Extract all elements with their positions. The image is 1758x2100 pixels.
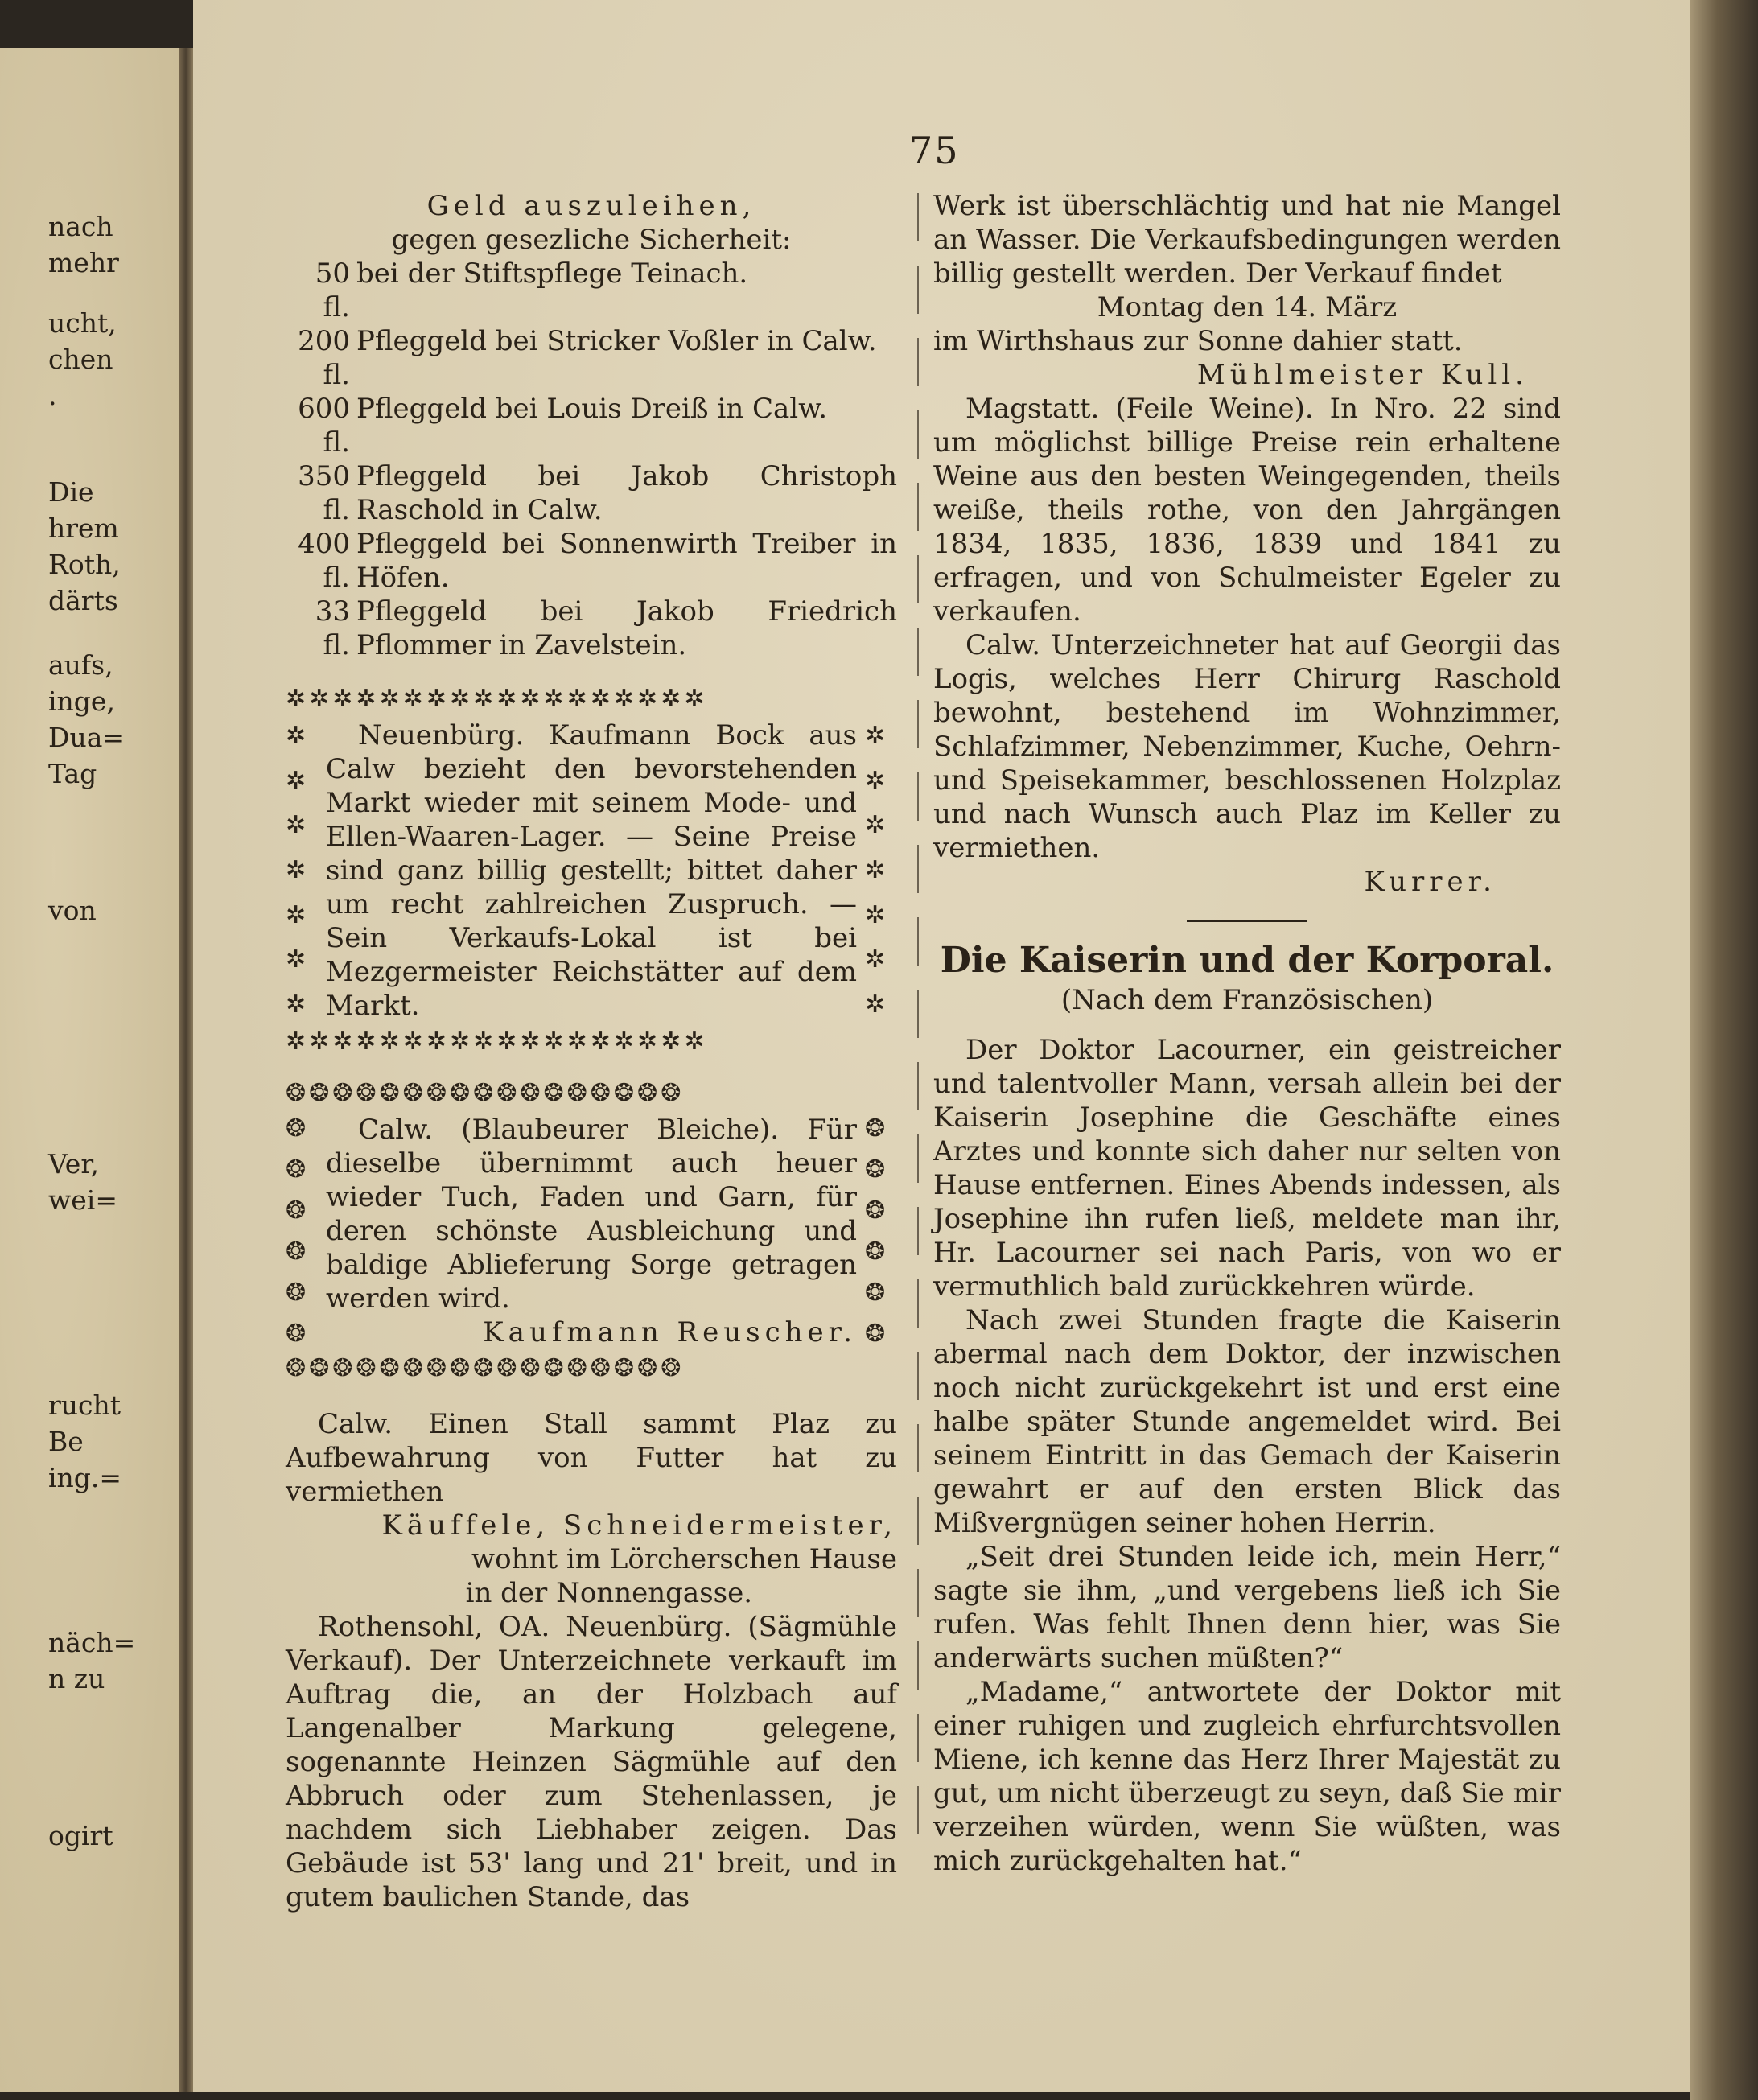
left-page-fragment: Dua= xyxy=(48,722,126,753)
loan-amount: 600 fl. xyxy=(298,393,350,459)
ad-magstatt-text: Magstatt. (Feile Weine). In Nro. 22 sind um möglichst billige Preise rein erhaltene Weine aus den besten Weingegenden, theils weiße, theils rothe, von den Jahrgängen 1834, 1835, 1836, 1839 und 1841 zu erfragen, und von Schulmeister Egeler zu verkaufen. xyxy=(933,393,1561,628)
left-column xyxy=(286,189,897,1914)
loans-heading: Geld auszuleihen, xyxy=(426,190,756,222)
ad-kaeuffele-address: wohnt im Lörcherschen Hause xyxy=(471,1543,897,1575)
ad-saegmuehle-text: Rothensohl, OA. Neuenbürg. (Sägmühle Verkauf). Der Unterzeichnete verkauft im Auftrag die, an der Holzbach auf Langenalber Markung gelegene, sogenannte Heinzen Sägmühle auf den Abbruch oder zum Stehenlassen, je nachdem sich Liebhaber zeigen. Das Gebäude ist 53' lang und 21' breit, und in gutem baulichen Stande, das xyxy=(286,1611,897,1913)
left-page-fragment: hrem xyxy=(48,513,119,544)
sale-date: Montag den 14. März xyxy=(1097,291,1398,323)
sale-place: im Wirthshaus zur Sonne dahier statt. xyxy=(933,325,1463,357)
ornament-border-right xyxy=(865,714,897,1027)
ornament-border-left xyxy=(286,1108,318,1354)
rosette-ornament-icon: ❂ xyxy=(865,1114,886,1143)
left-page xyxy=(0,48,179,2092)
book-gutter xyxy=(179,48,193,2092)
loans-section xyxy=(286,189,897,662)
loan-amount: 33 fl. xyxy=(315,595,350,661)
loan-amount: 50 fl. xyxy=(315,257,350,323)
star-ornament-icon: ✲ xyxy=(865,855,886,884)
ad-saegmuehle xyxy=(286,1610,897,1914)
left-page-fragment: mehr xyxy=(48,247,119,278)
loan-text: Pfleggeld bei Stricker Voßler in Calw. xyxy=(356,325,877,357)
rosette-ornament-icon: ❂ xyxy=(865,1155,886,1184)
rosette-ornament-icon: ❂ xyxy=(286,1237,307,1266)
loan-item xyxy=(286,527,897,595)
star-ornament-icon: ✲ xyxy=(865,721,886,750)
story-article xyxy=(933,938,1561,1878)
left-page-fragment: aufs, xyxy=(48,649,113,681)
rosette-ornament-icon: ❂ xyxy=(286,1114,307,1143)
ornament-border-top: ❂❂❂❂❂❂❂❂❂❂❂❂❂❂❂❂❂ xyxy=(286,1079,685,1107)
ad-reuscher-signature: Kaufmann Reuscher. xyxy=(483,1316,857,1349)
star-ornament-icon: ✲ xyxy=(286,855,307,884)
ad-bock-text: Neuenbürg. Kaufmann Bock aus Calw bezieht den bevorstehenden Markt wieder mit seinem Mode- und Ellen-Waaren-Lager. — Seine Preise sind ganz billig gestellt; bittet daher um recht zahlreichen Zuspruch. — Sein Verkaufs-Lokal ist bei Mezgermeister Reichstätter auf dem Markt. xyxy=(326,719,857,1022)
story-paragraph: „Madame,“ antwortete der Doktor mit einer ruhigen und zugleich ehrfurchtsvollen Miene, ich kenne das Herz Ihrer Majestät zu gut, um nicht überzeugt zu seyn, daß Sie mir verzeihen würden, wenn Sie wüßten, was mich zurückgehalten hat.“ xyxy=(933,1676,1561,1877)
star-ornament-icon: ✲ xyxy=(865,766,886,795)
story-title: Die Kaiserin und der Korporal. xyxy=(940,940,1554,981)
left-page-fragment: Ver, xyxy=(48,1148,99,1180)
saegmuehle-continuation: Werk ist überschlächtig und hat nie Mangel an Wasser. Die Verkaufsbedingungen werden billig gestellt werden. Der Verkauf findet xyxy=(933,190,1561,290)
left-page-fragment: n zu xyxy=(48,1663,105,1694)
star-ornament-icon: ✲ xyxy=(865,945,886,974)
loan-amount: 200 fl. xyxy=(298,325,350,391)
ornament-border-left xyxy=(286,714,318,1027)
loan-amount: 350 fl. xyxy=(298,460,350,526)
signature-kurrer: Kurrer. xyxy=(1364,866,1497,898)
rosette-ornament-icon: ❂ xyxy=(286,1155,307,1184)
left-page-fragment: inge, xyxy=(48,686,115,717)
star-ornament-icon: ✲ xyxy=(286,945,307,974)
star-ornament-icon: ✲ xyxy=(286,811,307,840)
right-column xyxy=(933,189,1561,1878)
ornament-border-top: ✲✲✲✲✲✲✲✲✲✲✲✲✲✲✲✲✲✲ xyxy=(286,685,708,713)
page-edge xyxy=(1690,0,1758,2100)
left-page-fragment: chen xyxy=(48,344,113,375)
loan-item xyxy=(286,324,897,392)
loan-item xyxy=(286,595,897,662)
ornament-border-bottom: ❂❂❂❂❂❂❂❂❂❂❂❂❂❂❂❂❂ xyxy=(286,1354,685,1382)
left-page-fragment: Tag xyxy=(48,758,97,789)
left-page-fragment: ucht, xyxy=(48,307,117,339)
loans-subheading: gegen gesezliche Sicherheit: xyxy=(391,224,792,256)
page-number: 75 xyxy=(909,129,960,172)
ad-kaeuffele-signature: Käuffele, Schneidermeister, xyxy=(381,1509,897,1542)
ad-reuscher-text: Calw. (Blaubeurer Bleiche). Für dieselbe übernimmt auch heuer wieder Tuch, Faden und Garn, für deren schönste Ausbleichung und baldige Ablieferung Sorge getragen werden wird. xyxy=(326,1114,857,1315)
left-page-fragment: nach xyxy=(48,211,113,242)
star-ornament-icon: ✲ xyxy=(865,811,886,840)
loan-text: Pfleggeld bei Louis Dreiß in Calw. xyxy=(356,393,828,425)
story-subtitle: (Nach dem Französischen) xyxy=(1060,984,1434,1016)
column-rule xyxy=(917,193,919,1851)
ad-kaeuffele xyxy=(286,1407,897,1610)
story-paragraph: „Seit drei Stunden leide ich, mein Herr,“ sagte sie ihm, „und vergebens ließ ich Sie rufen. Was fehlt Ihnen denn hier, was Sie anderwärts suchen müßten?“ xyxy=(933,1541,1561,1674)
section-divider xyxy=(1187,920,1307,922)
loan-amount: 400 fl. xyxy=(298,528,350,594)
ad-bock-box xyxy=(286,685,897,1056)
signature-kull: Mühlmeister Kull. xyxy=(1196,359,1529,391)
left-page-fragment: . xyxy=(48,380,57,411)
star-ornament-icon: ✲ xyxy=(286,990,307,1019)
ad-reuscher-box xyxy=(286,1079,897,1383)
ad-kaeuffele-street: in der Nonnengasse. xyxy=(465,1577,752,1609)
left-page-fragment: därts xyxy=(48,585,118,616)
ornament-border-right xyxy=(865,1108,897,1354)
left-page-fragment: Roth, xyxy=(48,549,121,580)
loan-text: bei der Stiftspflege Teinach. xyxy=(356,257,748,290)
rosette-ornament-icon: ❂ xyxy=(286,1196,307,1225)
loan-item xyxy=(286,257,897,324)
left-page-fragment: rucht xyxy=(48,1390,121,1421)
story-paragraph: Nach zwei Stunden fragte die Kaiserin abermal nach dem Doktor, der inzwischen noch nicht zurückgekehrt ist und erst eine halbe später Stunde angemeldet wird. Bei seinem Eintritt in das Gemach der Kaiserin gewahrt er auf den ersten Blick das Mißvergnügen seiner hohen Herrin. xyxy=(933,1304,1561,1539)
loan-item xyxy=(286,459,897,527)
star-ornament-icon: ✲ xyxy=(865,990,886,1019)
left-page-fragment: Die xyxy=(48,476,94,508)
star-ornament-icon: ✲ xyxy=(286,766,307,795)
loan-text: Pfleggeld bei Sonnenwirth Treiber in Höfen. xyxy=(356,528,897,594)
rosette-ornament-icon: ❂ xyxy=(865,1319,886,1348)
story-paragraph: Der Doktor Lacourner, ein geistreicher und talentvoller Mann, versah allein bei der Kaiserin Josephine die Geschäfte eines Arztes und konnte sich daher nur selten von Hause entfernen. Eines Abends indessen, als Josephine ihn rufen ließ, meldete man ihr, Hr. Lacourner sei nach Paris, von wo er vermuthlich bald zurückkehren würde. xyxy=(933,1034,1561,1303)
ad-calw-logis-text: Calw. Unterzeichneter hat auf Georgii das Logis, welches Herr Chirurg Raschold bewohnt, bestehend im Wohnzimmer, Schlafzimmer, Nebenzimmer, Kuche, Oehrn- und Speisekammer, beschlossenen Holzplaz und nach Wunsch auch Plaz im Keller zu vermiethen. xyxy=(933,629,1561,864)
rosette-ornament-icon: ❂ xyxy=(286,1319,307,1348)
loan-item xyxy=(286,392,897,459)
rosette-ornament-icon: ❂ xyxy=(286,1278,307,1307)
loan-text: Pfleggeld bei Jakob Friedrich Pflommer in Zavelstein. xyxy=(356,595,897,661)
rosette-ornament-icon: ❂ xyxy=(865,1278,886,1307)
left-page-fragment: von xyxy=(48,895,97,926)
rosette-ornament-icon: ❂ xyxy=(865,1196,886,1225)
ornament-border-bottom: ✲✲✲✲✲✲✲✲✲✲✲✲✲✲✲✲✲✲ xyxy=(286,1027,708,1056)
ad-kaeuffele-text: Calw. Einen Stall sammt Plaz zu Aufbewahrung von Futter hat zu vermiethen xyxy=(286,1408,897,1508)
star-ornament-icon: ✲ xyxy=(865,900,886,929)
left-page-fragment: näch= xyxy=(48,1627,136,1658)
star-ornament-icon: ✲ xyxy=(286,721,307,750)
loan-text: Pfleggeld bei Jakob Christoph Raschold in Calw. xyxy=(356,460,897,526)
left-page-fragment: ing.= xyxy=(48,1462,122,1493)
star-ornament-icon: ✲ xyxy=(286,900,307,929)
left-page-fragment: Be xyxy=(48,1426,84,1457)
left-page-fragment: wei= xyxy=(48,1184,117,1216)
left-page-fragment: ogirt xyxy=(48,1820,113,1851)
rosette-ornament-icon: ❂ xyxy=(865,1237,886,1266)
